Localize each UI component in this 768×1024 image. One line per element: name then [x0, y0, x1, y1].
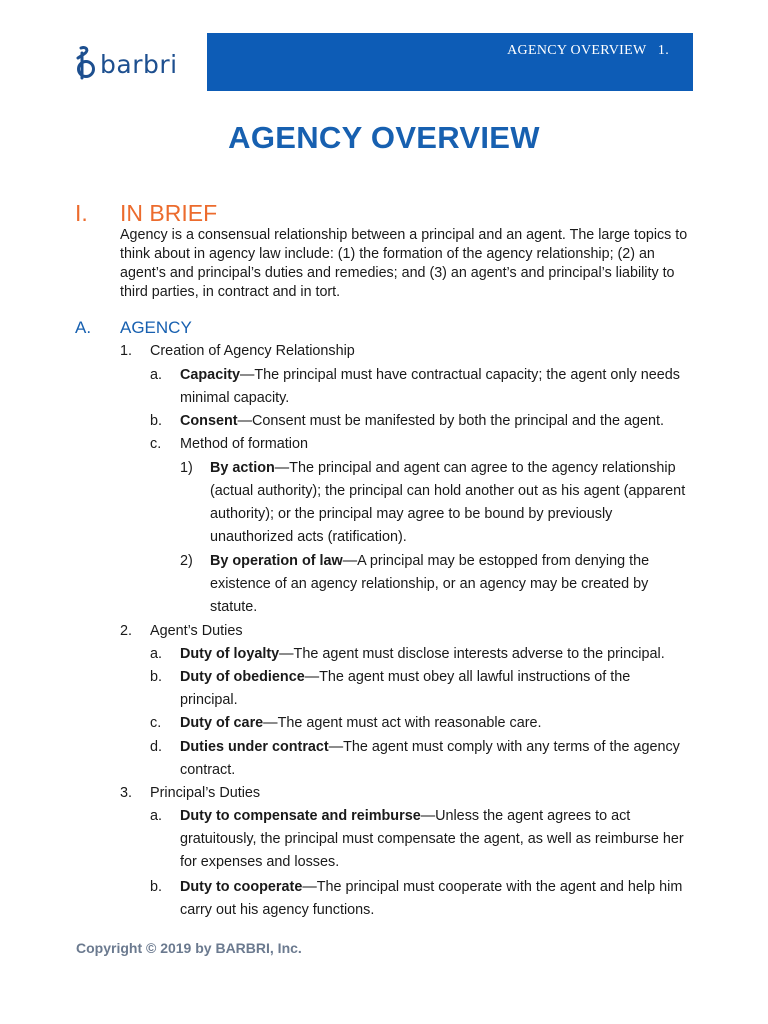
- method-label: 2): [180, 553, 193, 569]
- item-title: Principal’s Duties: [150, 785, 261, 801]
- list-item: [180, 666, 655, 712]
- list-item: [180, 410, 700, 433]
- item-title: Creation of Agency Relationship: [150, 343, 355, 359]
- list-item: [180, 736, 685, 782]
- section-title: IN BRIEF: [120, 200, 218, 226]
- item-number: 1.: [120, 343, 133, 359]
- method-term: By action: [210, 460, 275, 476]
- subsection-number: A.: [75, 318, 92, 337]
- point-text: —The agent must disclose interests adverse to the principal.: [279, 646, 665, 662]
- method-text: —The principal and agent can agree to the agency relationship (actual authority); the principal can hold another out as his agent (apparent authority); or the principal may agree to be bound by previously unauthorized acts (ratification).: [210, 460, 686, 545]
- point-text: —Unless the agent agrees to act gratuitously, the principal must compensate the agent, as well as reimburse her for expenses and losses.: [180, 808, 684, 870]
- method-text: —A principal may be estopped from denying the existence of an agency relationship, or an agency may be created by statute.: [210, 553, 650, 615]
- method-term: By operation of law: [210, 553, 343, 569]
- page-number: 1.: [657, 43, 669, 58]
- point-text: —The agent must obey all lawful instructions of the principal.: [180, 669, 631, 708]
- barbri-logo-icon: [74, 45, 96, 83]
- list-item: [210, 550, 680, 619]
- list-item: [180, 433, 700, 456]
- point-term: Duty to compensate and reimburse: [180, 808, 421, 824]
- list-item: [210, 457, 690, 549]
- point-text: Method of formation: [180, 436, 308, 452]
- item-number: 3.: [120, 785, 133, 801]
- point-term: Capacity: [180, 367, 240, 383]
- point-term: Duty of care: [180, 715, 264, 731]
- point-text: —The principal must cooperate with the agent and help him carry out his agency functions.: [180, 879, 683, 918]
- logo-wordmark: barbri: [100, 49, 178, 79]
- point-label: a.: [150, 367, 163, 383]
- point-label: c.: [150, 715, 162, 731]
- point-term: Duty to cooperate: [180, 879, 303, 895]
- barbri-logo: [74, 44, 178, 84]
- point-term: Duty of obedience: [180, 669, 305, 685]
- list-item: [180, 805, 700, 874]
- subsection-title: AGENCY: [120, 318, 192, 337]
- page-title: AGENCY OVERVIEW: [228, 120, 540, 155]
- point-text: —The principal must have contractual capacity; the agent only needs minimal capacity.: [180, 367, 680, 406]
- copyright-footer: Copyright © 2019 by BARBRI, Inc.: [76, 940, 302, 956]
- point-label: b.: [150, 879, 163, 895]
- point-term: Duty of loyalty: [180, 646, 280, 662]
- section-number: I.: [75, 200, 88, 226]
- point-label: a.: [150, 808, 163, 824]
- point-text: —The agent must act with reasonable care.: [263, 715, 542, 731]
- point-label: d.: [150, 739, 163, 755]
- point-label: b.: [150, 669, 163, 685]
- point-label: a.: [150, 646, 163, 662]
- list-item: [180, 643, 700, 666]
- list-item: [180, 876, 695, 922]
- point-term: Consent: [180, 413, 238, 429]
- point-text: —Consent must be manifested by both the principal and the agent.: [237, 413, 664, 429]
- section-intro: Agency is a consensual relationship between a principal and an agent. The large topics to think about in agency law include: (1) the formation of the agency relationship; (2) an agent’s and principal’s duties and remedies; and (3) an agent’s and principal’s liability to third parties, in contract and in tort.: [120, 227, 688, 300]
- running-title: AGENCY OVERVIEW: [507, 43, 647, 58]
- point-text: —The agent must comply with any terms of the agency contract.: [180, 739, 680, 778]
- point-label: b.: [150, 413, 163, 429]
- item-number: 2.: [120, 623, 133, 639]
- item-title: Agent’s Duties: [150, 623, 243, 639]
- point-term: Duties under contract: [180, 739, 329, 755]
- list-item: [180, 712, 700, 735]
- running-header: [507, 43, 669, 59]
- header-bar: [207, 33, 693, 91]
- method-label: 1): [180, 460, 193, 476]
- list-item: [180, 364, 700, 410]
- point-label: c.: [150, 436, 162, 452]
